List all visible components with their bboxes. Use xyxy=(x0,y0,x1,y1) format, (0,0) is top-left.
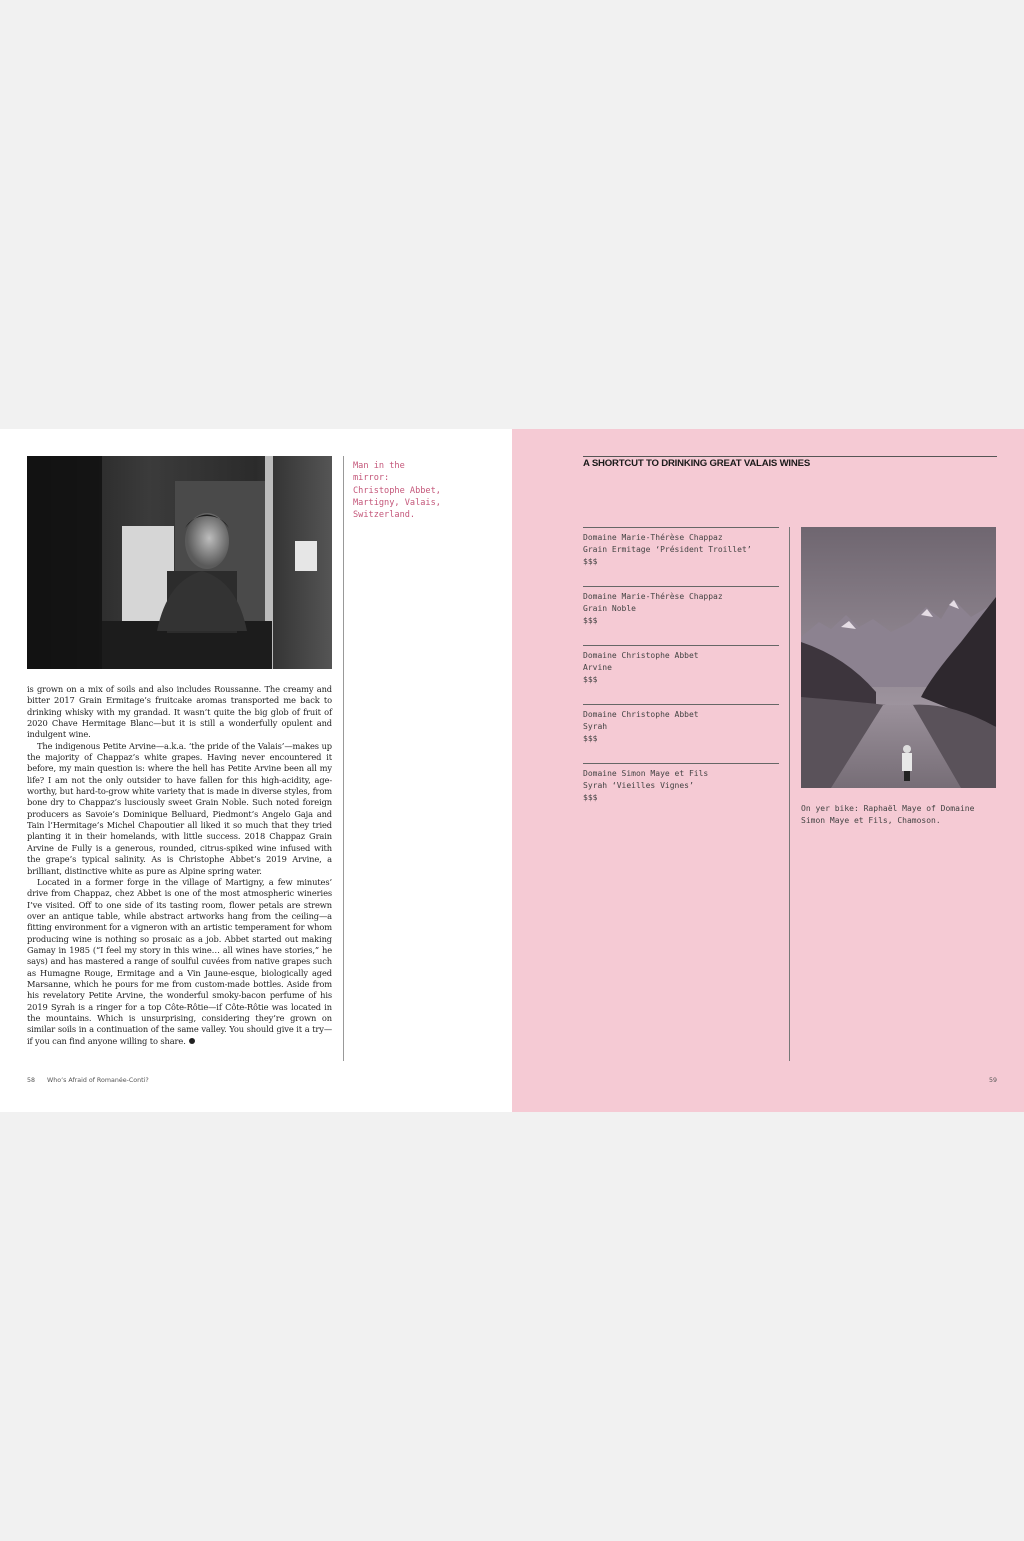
wine-item xyxy=(583,527,779,567)
wine-price: $$$ xyxy=(583,792,598,802)
wine-name: Syrah xyxy=(583,721,608,731)
wine-name: Syrah ‘Vieilles Vignes’ xyxy=(583,780,694,790)
page-number-right: 59 xyxy=(988,1077,997,1084)
left-page xyxy=(0,429,512,1112)
paragraph-3: Located in a former forge in the village of Martigny, a few minutes’ drive from Chappaz, chez Abbet is one of the most atmospheric wineries I’ve visited. Off to one side of its tasting room, flower petals are strewn over an antique table, while abstract artworks hang from the ceiling—a fitting environment for a vigneron with an artistic temperament for whom producing wine is nothing so prosaic as a job. Abbet started out making Gamay in 1985 (“I feel my story in this wine… all wines have stories,” he says) and has mastered a range of soulful cuvées from native grapes such as Humagne Rouge, Ermitage and a Vin Jaune-esque, biologically aged Marsanne, which he pours for me from custom-made bottles. Aside from his revelatory Petite Arvine, the wonderful smoky-bacon perfume of his 2019 Syrah is a ringer for a top Côte-Rôtie—if Côte-Rôtie was located in the mountains. Which is unsurprising, considering they’re grown on similar soils in a continuation of the same valley. You should give it a try—if you can find anyone willing to share. xyxy=(27,876,332,1046)
wine-producer: Domaine Marie-Thérèse Chappaz xyxy=(583,592,723,601)
book-spread xyxy=(0,429,1024,1112)
end-mark-icon xyxy=(189,1038,195,1044)
section-heading: A SHORTCUT TO DRINKING GREAT VALAIS WINES xyxy=(583,458,811,469)
wine-producer: Domaine Marie-Thérèse Chappaz xyxy=(583,533,723,542)
article-body xyxy=(27,684,332,1047)
heading-rule xyxy=(583,456,997,457)
right-page xyxy=(512,429,1024,1112)
caption-divider xyxy=(343,456,344,1061)
wine-name: Arvine xyxy=(583,662,612,672)
page-number-left: 58 xyxy=(27,1077,36,1084)
wine-producer: Domaine Christophe Abbet xyxy=(583,710,699,719)
wine-item xyxy=(583,763,779,803)
running-title: Who’s Afraid of Romanée-Conti? xyxy=(47,1077,149,1084)
photo-caption-right: On yer bike: Raphaël Maye of Domaine Simon Maye et Fils, Chamoson. xyxy=(801,804,975,825)
wine-item xyxy=(583,704,779,744)
column-divider xyxy=(789,527,790,1061)
wine-item xyxy=(583,645,779,685)
wine-producer: Domaine Simon Maye et Fils xyxy=(583,769,709,778)
mountain-road-photo xyxy=(801,527,996,788)
paragraph-2: The indigenous Petite Arvine—a.k.a. ‘the pride of the Valais’—makes up the majority of Chappaz’s white grapes. Having never encountered it before, my main question is: where the hell has Petite Arvine been all my life? I am not the only outsider to have fallen for this high-acidity, age-worthy, but hard-to-grow white variety that is made in diverse styles, from bone dry to Chappaz’s lusciously sweet Grain Noble. Such noted foreign producers as Savoie’s Dominique Belluard, Piedmont’s Angelo Gaja and Tain l’Hermitage’s Michel Chapoutier all liked it so much that they tried planting it in their homelands, with little success. 2018 Chappaz Grain Arvine de Fully is a generous, rounded, citrus-spiked wine infused with the grape’s typical salinity. As is Christophe Abbet’s 2019 Arvine, a brilliant, distinctive white as pure as Alpine spring water. xyxy=(27,740,332,876)
wine-price: $$$ xyxy=(583,733,598,743)
man-in-mirror-photo xyxy=(27,456,332,669)
wine-name: Grain Ermitage ‘Président Troillet’ xyxy=(583,544,752,554)
photo-caption-left: Man in the mirror: Christophe Abbet, Martigny, Valais, Switzerland. xyxy=(353,461,441,521)
wine-item xyxy=(583,586,779,626)
wine-price: $$$ xyxy=(583,674,598,684)
wine-price: $$$ xyxy=(583,615,598,625)
paragraph-1: is grown on a mix of soils and also includes Roussanne. The creamy and bitter 2017 Grain Ermitage’s fruitcake aromas transported me back to drinking whisky with my grandad. It wasn’t quite the big glob of fruit of 2020 Chave Hermitage Blanc—but it is still a wonderfully opulent and indulgent wine. xyxy=(27,684,332,740)
wine-producer: Domaine Christophe Abbet xyxy=(583,651,699,660)
wine-price: $$$ xyxy=(583,556,598,566)
folio-left xyxy=(27,1077,161,1084)
wine-name: Grain Noble xyxy=(583,603,636,613)
